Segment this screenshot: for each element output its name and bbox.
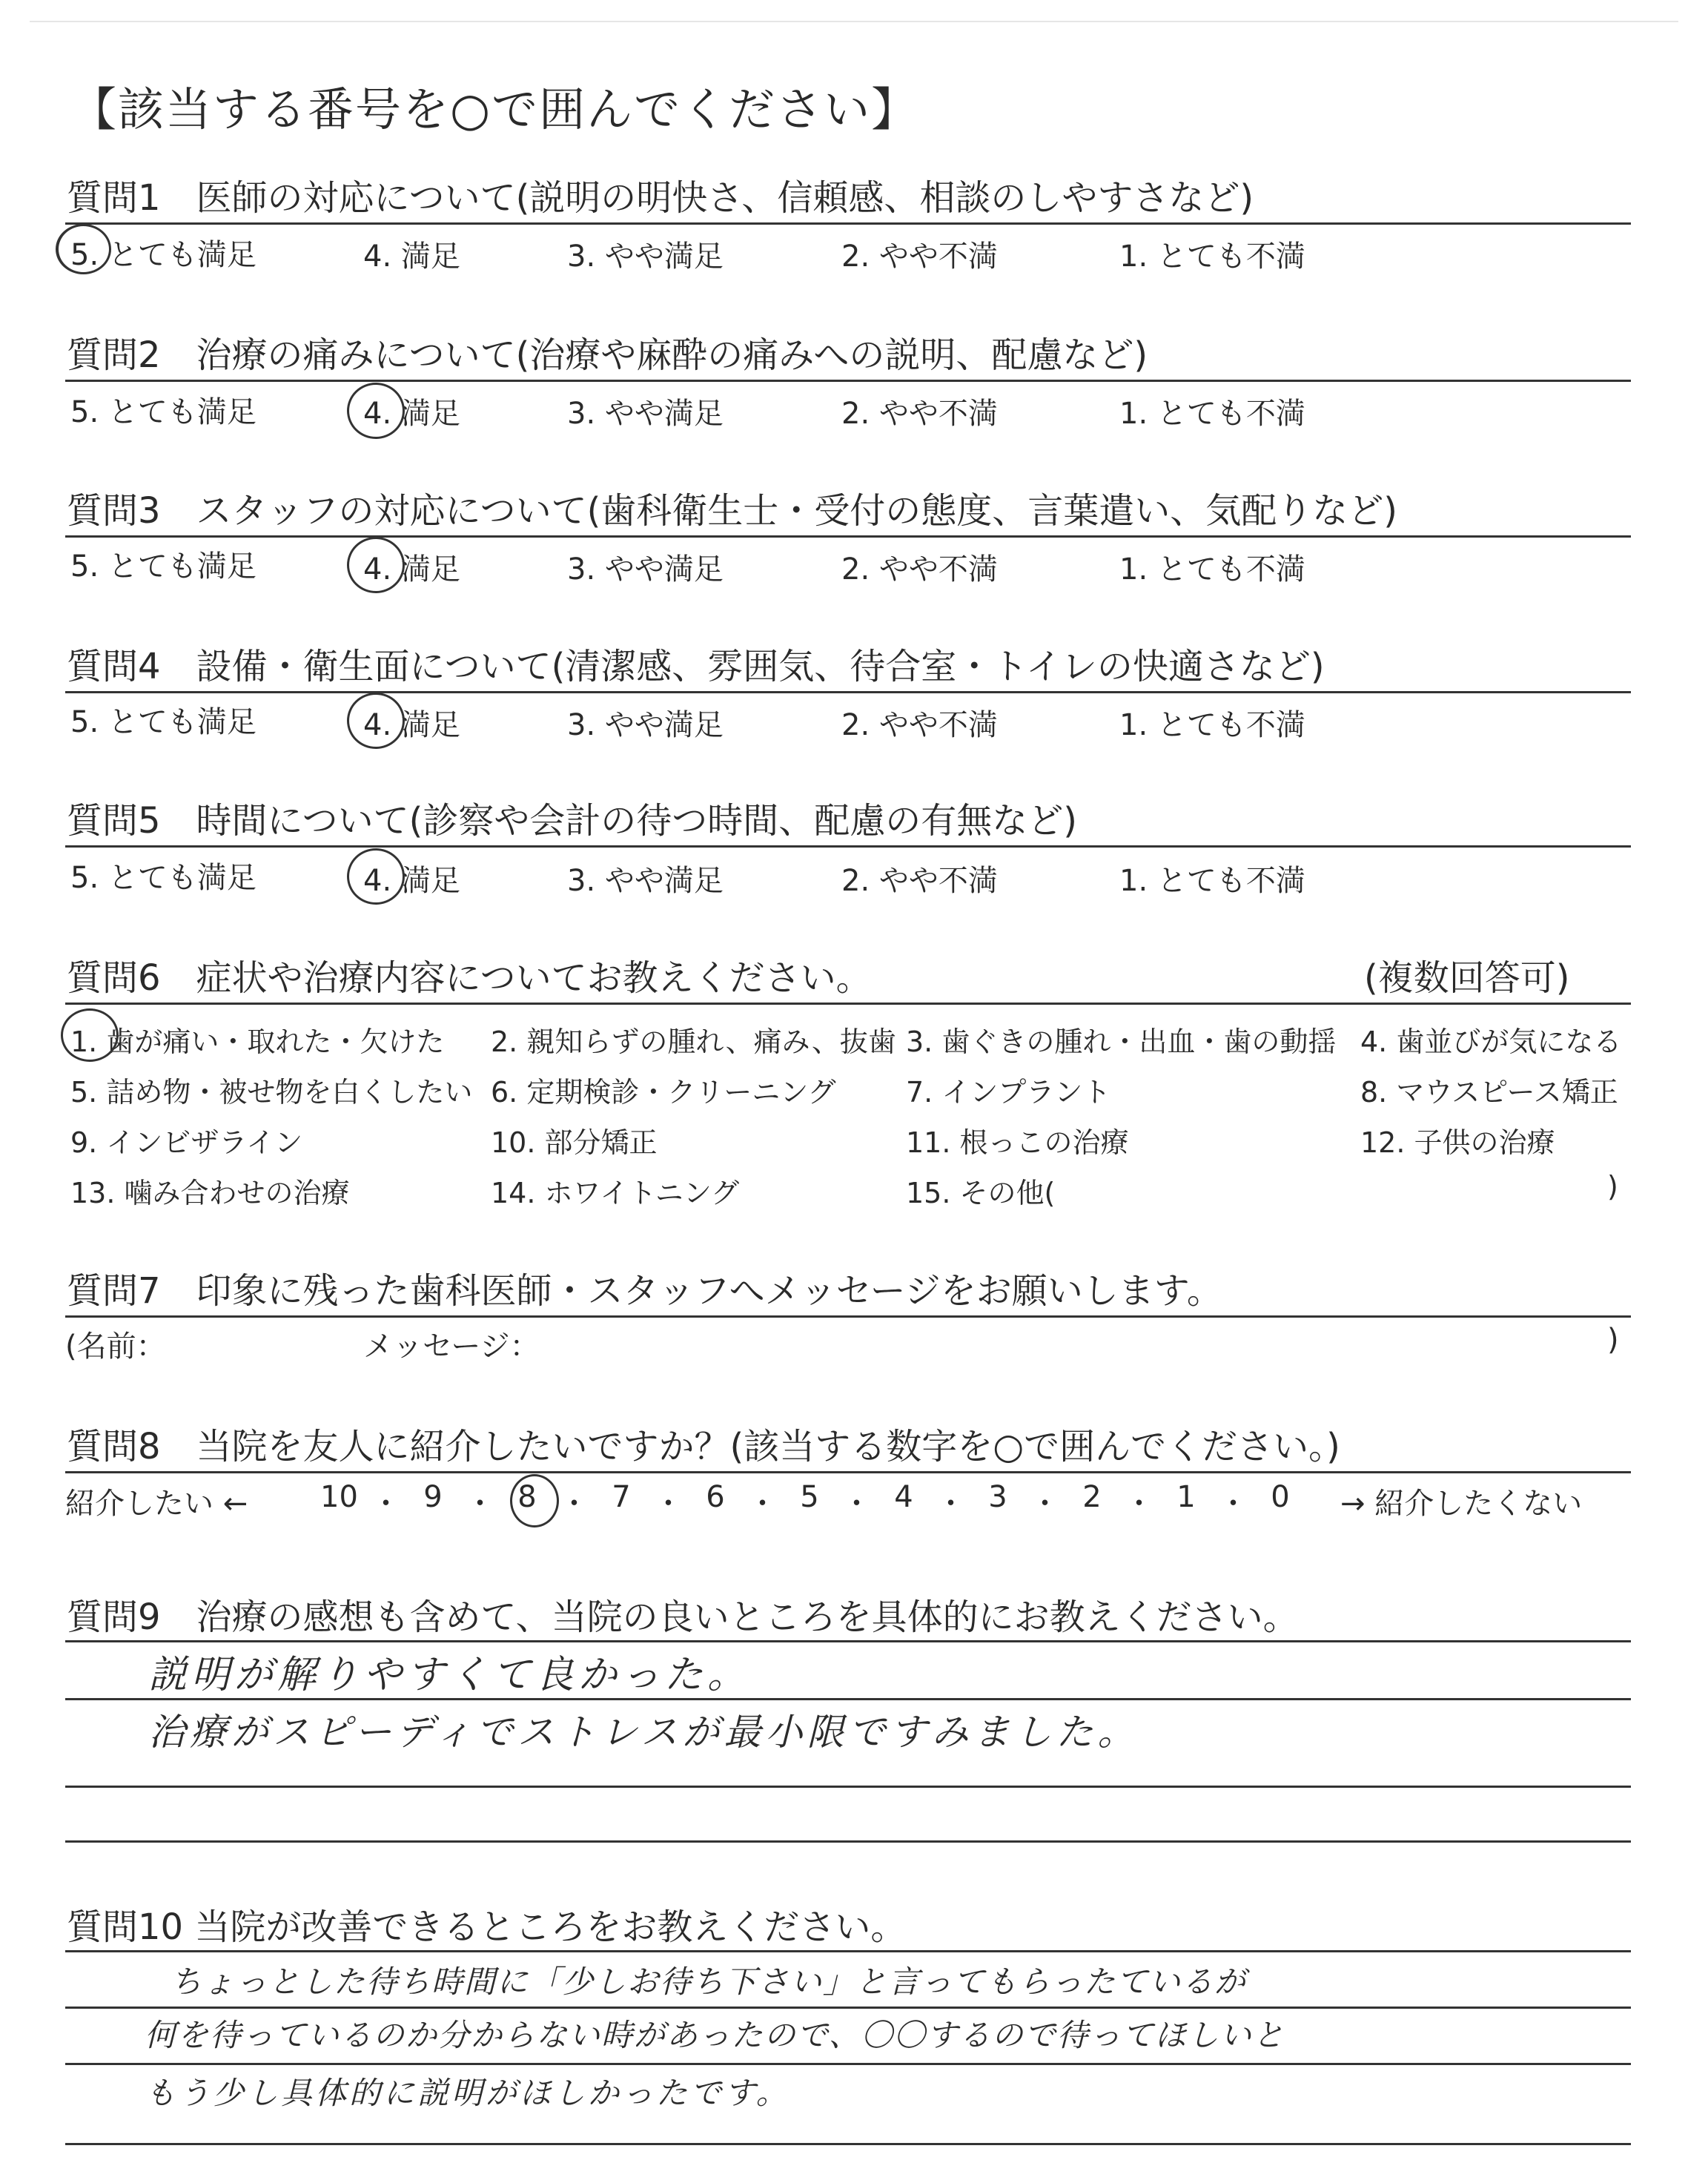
- q3-option-1[interactable]: 1. とても不満: [1119, 552, 1305, 587]
- q10-answer-line-2: 何を待っているのか分からない時があったので、〇〇するので待ってほしいと: [145, 2017, 1285, 2053]
- q4-option-4[interactable]: 4. 満足: [363, 708, 460, 742]
- q6-option-2[interactable]: 2. 親知らずの腫れ、痛み、抜歯: [491, 1025, 896, 1058]
- q6-option-5[interactable]: 5. 詰め物・被せ物を白くしたい: [70, 1076, 473, 1109]
- q9-answer-line-2: 治療がスピーディでストレスが最小限ですみました。: [148, 1711, 1139, 1754]
- q7-close-paren: ): [1607, 1323, 1619, 1357]
- q6-option-13[interactable]: 13. 噛み合わせの治療: [70, 1177, 350, 1209]
- question-4-label: 質問4 設備・衛生面について(清潔感、雰囲気、待合室・トイレの快適さなど): [67, 646, 1325, 687]
- question-1-rule: [65, 222, 1631, 225]
- question-10-label: 質問10 当院が改善できるところをお教えください。: [67, 1906, 907, 1948]
- q10-answer-line-1: ちょっとした待ち時間に「少しお待ち下さい」と言ってもらったているが: [171, 1964, 1248, 2000]
- q6-option-11[interactable]: 11. 根っこの治療: [906, 1126, 1129, 1159]
- q6-option-4[interactable]: 4. 歯並びが気になる: [1360, 1025, 1622, 1058]
- q4-option-3[interactable]: 3. やや満足: [567, 708, 724, 742]
- q8-scale-value-2[interactable]: 2: [1082, 1480, 1102, 1514]
- q2-option-3[interactable]: 3. やや満足: [567, 397, 724, 431]
- q4-option-5[interactable]: 5. とても満足: [70, 705, 256, 739]
- q8-scale-value-5[interactable]: 5: [800, 1480, 819, 1514]
- q8-scale-separator: ・: [1030, 1487, 1060, 1521]
- q8-scale-value-6[interactable]: 6: [706, 1480, 725, 1514]
- q6-option-10[interactable]: 10. 部分矯正: [491, 1126, 658, 1159]
- q10-line-2: [65, 2063, 1631, 2065]
- q8-scale-value-1[interactable]: 1: [1176, 1480, 1196, 1514]
- question-2-label: 質問2 治療の痛みについて(治療や麻酔の痛みへの説明、配慮など): [67, 334, 1148, 376]
- q1-option-3[interactable]: 3. やや満足: [567, 240, 724, 274]
- q1-option-2[interactable]: 2. やや不満: [841, 240, 998, 274]
- q8-scale-value-4[interactable]: 4: [894, 1480, 913, 1514]
- question-6-rule: [65, 1003, 1631, 1005]
- q5-option-1[interactable]: 1. とても不満: [1119, 864, 1305, 898]
- q9-answer-line-1: 説明が解りやすくて良かった。: [148, 1653, 751, 1697]
- q8-left-label: 紹介したい ←: [65, 1487, 248, 1521]
- q2-option-4[interactable]: 4. 満足: [363, 397, 460, 431]
- q5-option-3[interactable]: 3. やや満足: [567, 864, 724, 898]
- q8-scale-value-9[interactable]: 9: [423, 1480, 443, 1514]
- q9-line-2: [65, 1786, 1631, 1788]
- q10-answer-line-3: もう少し具体的に説明がほしかったです。: [145, 2075, 790, 2111]
- q2-option-2[interactable]: 2. やや不満: [841, 397, 998, 431]
- question-5-rule: [65, 845, 1631, 848]
- q2-option-5[interactable]: 5. とても満足: [70, 395, 256, 429]
- page-top-edge: [30, 21, 1678, 22]
- q5-option-2[interactable]: 2. やや不満: [841, 864, 998, 898]
- question-5-label: 質問5 時間について(診察や会計の待つ時間、配慮の有無など): [67, 800, 1078, 842]
- question-3-label: 質問3 スタッフの対応について(歯科衛生士・受付の態度、言葉遣い、気配りなど): [67, 490, 1398, 532]
- q6-option-6[interactable]: 6. 定期検診・クリーニング: [491, 1076, 836, 1109]
- question-9-rule: [65, 1640, 1631, 1642]
- q3-answer-circle: [347, 537, 405, 593]
- q5-option-4[interactable]: 4. 満足: [363, 864, 460, 898]
- q1-option-1[interactable]: 1. とても不満: [1119, 240, 1305, 274]
- question-9-label: 質問9 治療の感想も含めて、当院の良いところを具体的にお教えください。: [67, 1596, 1299, 1638]
- q2-option-1[interactable]: 1. とても不満: [1119, 397, 1305, 431]
- q8-scale-separator: ・: [653, 1487, 683, 1521]
- q8-right-label: → 紹介したくない: [1340, 1487, 1583, 1521]
- q8-scale-separator: ・: [1124, 1487, 1154, 1521]
- q1-option-4[interactable]: 4. 満足: [363, 240, 460, 274]
- q6-option-3[interactable]: 3. 歯ぐきの腫れ・出血・歯の動揺: [906, 1025, 1337, 1058]
- q8-answer-circle: [510, 1474, 559, 1527]
- q6-answer-circle: [61, 1008, 119, 1062]
- question-7-rule: [65, 1315, 1631, 1318]
- q8-scale-separator: ・: [841, 1487, 872, 1521]
- q4-answer-circle: [347, 693, 405, 749]
- q5-answer-circle: [347, 848, 405, 905]
- form-title: 【該当する番号を○で囲んでください】: [70, 82, 919, 136]
- q1-answer-circle: [56, 224, 111, 274]
- q6-option-12[interactable]: 12. 子供の治療: [1360, 1126, 1555, 1159]
- q8-scale-separator: ・: [1218, 1487, 1248, 1521]
- q8-scale-separator: ・: [559, 1487, 589, 1521]
- q8-scale-value-0[interactable]: 0: [1271, 1480, 1290, 1514]
- q8-scale-separator: ・: [747, 1487, 778, 1521]
- q8-scale-separator: ・: [465, 1487, 495, 1521]
- question-6-note: (複数回答可): [1364, 957, 1570, 999]
- question-4-rule: [65, 691, 1631, 693]
- q10-line-1: [65, 2007, 1631, 2009]
- question-8-rule: [65, 1471, 1631, 1473]
- q2-answer-circle: [347, 383, 405, 439]
- q6-option-8[interactable]: 8. マウスピース矯正: [1360, 1076, 1618, 1109]
- question-6-label: 質問6 症状や治療内容についてお教えください。: [67, 957, 872, 999]
- q3-option-3[interactable]: 3. やや満足: [567, 552, 724, 587]
- question-8-label: 質問8 当院を友人に紹介したいですか？(該当する数字を○で囲んでください。): [67, 1426, 1340, 1467]
- question-1-label: 質問1 医師の対応について(説明の明快さ、信頼感、相談のしやすさなど): [67, 177, 1254, 219]
- q6-option-15-close: ): [1607, 1170, 1618, 1203]
- q7-message-label: メッセージ：: [363, 1330, 540, 1364]
- q4-option-1[interactable]: 1. とても不満: [1119, 708, 1305, 742]
- q9-line-3: [65, 1840, 1631, 1843]
- q8-scale-value-10[interactable]: 10: [320, 1480, 358, 1514]
- q4-option-2[interactable]: 2. やや不満: [841, 708, 998, 742]
- question-3-rule: [65, 535, 1631, 538]
- q8-scale-value-3[interactable]: 3: [988, 1480, 1007, 1514]
- q3-option-2[interactable]: 2. やや不満: [841, 552, 998, 587]
- q6-option-15[interactable]: 15. その他(: [906, 1177, 1056, 1209]
- q8-scale-separator: ・: [936, 1487, 966, 1521]
- q8-scale-value-8[interactable]: 8: [517, 1480, 537, 1514]
- q8-scale-separator: ・: [371, 1487, 401, 1521]
- q5-option-5[interactable]: 5. とても満足: [70, 861, 256, 895]
- question-2-rule: [65, 380, 1631, 382]
- q8-scale-value-7[interactable]: 7: [612, 1480, 631, 1514]
- q1-option-5[interactable]: 5. とても満足: [70, 238, 256, 272]
- q6-option-14[interactable]: 14. ホワイトニング: [491, 1177, 740, 1209]
- q6-option-7[interactable]: 7. インプラント: [906, 1076, 1111, 1109]
- q3-option-4[interactable]: 4. 満足: [363, 552, 460, 587]
- q10-line-3: [65, 2143, 1631, 2145]
- q7-name-label: (名前：: [65, 1330, 166, 1364]
- q3-option-5[interactable]: 5. とても満足: [70, 549, 256, 584]
- question-7-label: 質問7 印象に残った歯科医師・スタッフへメッセージをお願いします。: [67, 1270, 1222, 1312]
- q6-option-1[interactable]: 1. 歯が痛い・取れた・欠けた: [70, 1025, 445, 1058]
- question-10-rule: [65, 1950, 1631, 1952]
- q6-option-9[interactable]: 9. インビザライン: [70, 1126, 303, 1159]
